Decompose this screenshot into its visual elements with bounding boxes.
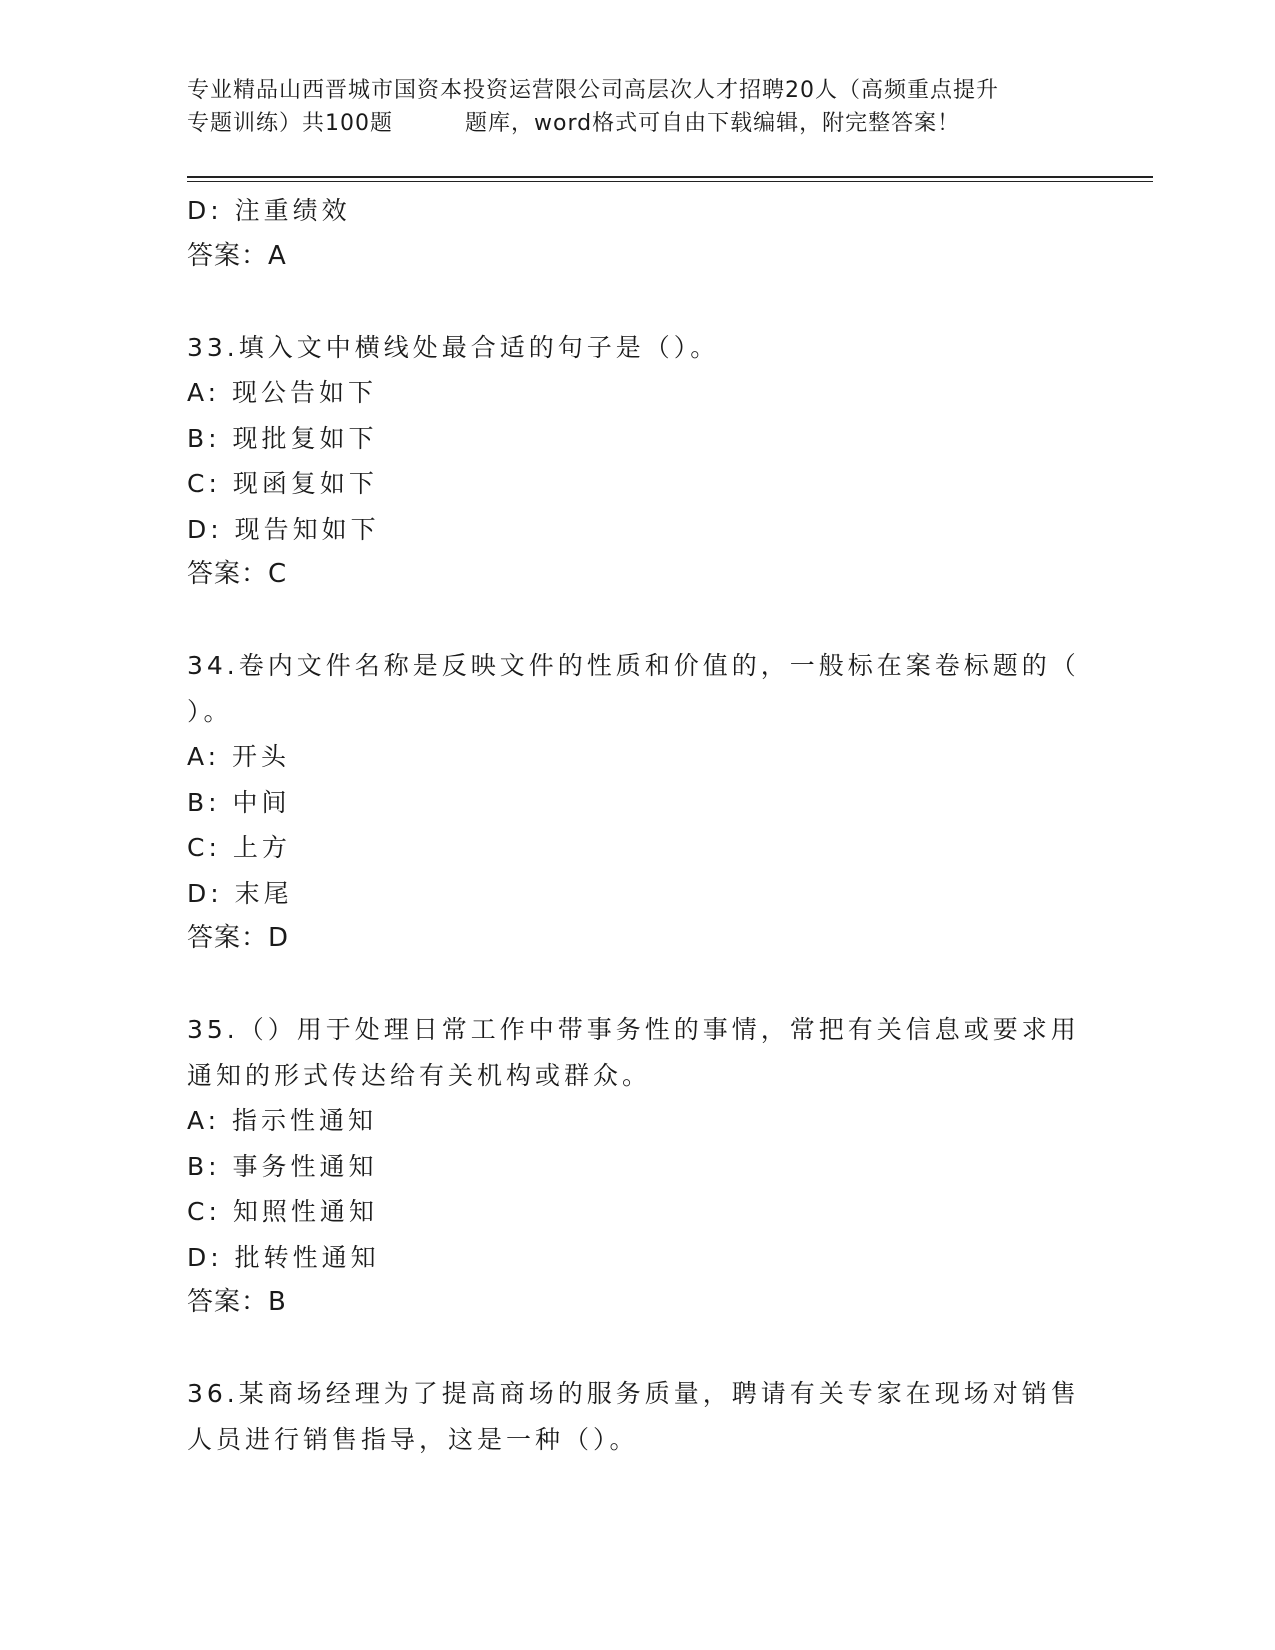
question-stem-line1: 35.（）用于处理日常工作中带事务性的事情，常把有关信息或要求用 (187, 1015, 1080, 1044)
option-d: D: 现告知如下 (187, 514, 380, 544)
option-c: C: 现函复如下 (187, 469, 378, 498)
option-a: A: 指示性通知 (187, 1106, 378, 1135)
answer-line: 答案：C (187, 559, 288, 589)
question-33 (187, 325, 1087, 598)
option-c: C: 知照性通知 (187, 1197, 378, 1226)
option-b: B: 事务性通知 (187, 1151, 378, 1181)
question-stem-line2: ）。 (187, 696, 233, 726)
question-36 (187, 1371, 1087, 1462)
header-title-line1: 专业精品山西晋城市国资本投资运营限公司高层次人才招聘20人（高频重点提升 (187, 78, 999, 103)
header-title-line2 (187, 107, 1087, 140)
question-stem: 33.填入文中横线处最合适的句子是（）。 (187, 332, 720, 362)
answer-line: 答案：D (187, 923, 290, 953)
header-divider-thin (187, 181, 1153, 182)
option-c: C: 上方 (187, 833, 291, 862)
answer-line: 答案：B (187, 1287, 287, 1317)
option-d: D: 批转性通知 (187, 1242, 380, 1272)
header-title-line2-left: 专题训练）共100题 (187, 111, 393, 136)
option-a: A: 开头 (187, 742, 291, 771)
question-list (187, 188, 1087, 1462)
question-stem-line1: 36.某商场经理为了提高商场的服务质量，聘请有关专家在现场对销售 (187, 1379, 1080, 1408)
header-title-line2-right: 题库，word格式可自由下载编辑，附完整答案！ (465, 111, 961, 136)
question-stem-line1: 34.卷内文件名称是反映文件的性质和价值的，一般标在案卷标题的（ (187, 651, 1080, 680)
option-d: D: 注重绩效 (187, 196, 351, 225)
option-a: A: 现公告如下 (187, 378, 378, 407)
question-stem-line2: 通知的形式传达给有关机构或群众。 (187, 1060, 652, 1090)
question-32-tail (187, 188, 1087, 279)
option-b: B: 现批复如下 (187, 423, 378, 453)
option-b: B: 中间 (187, 787, 291, 817)
option-d: D: 末尾 (187, 878, 293, 908)
question-34 (187, 643, 1087, 962)
header-divider-thick (187, 176, 1153, 178)
answer-line: 答案：A (187, 240, 287, 271)
page-header (187, 74, 1087, 140)
question-stem-line2: 人员进行销售指导，这是一种（）。 (187, 1424, 639, 1454)
question-35 (187, 1007, 1087, 1326)
